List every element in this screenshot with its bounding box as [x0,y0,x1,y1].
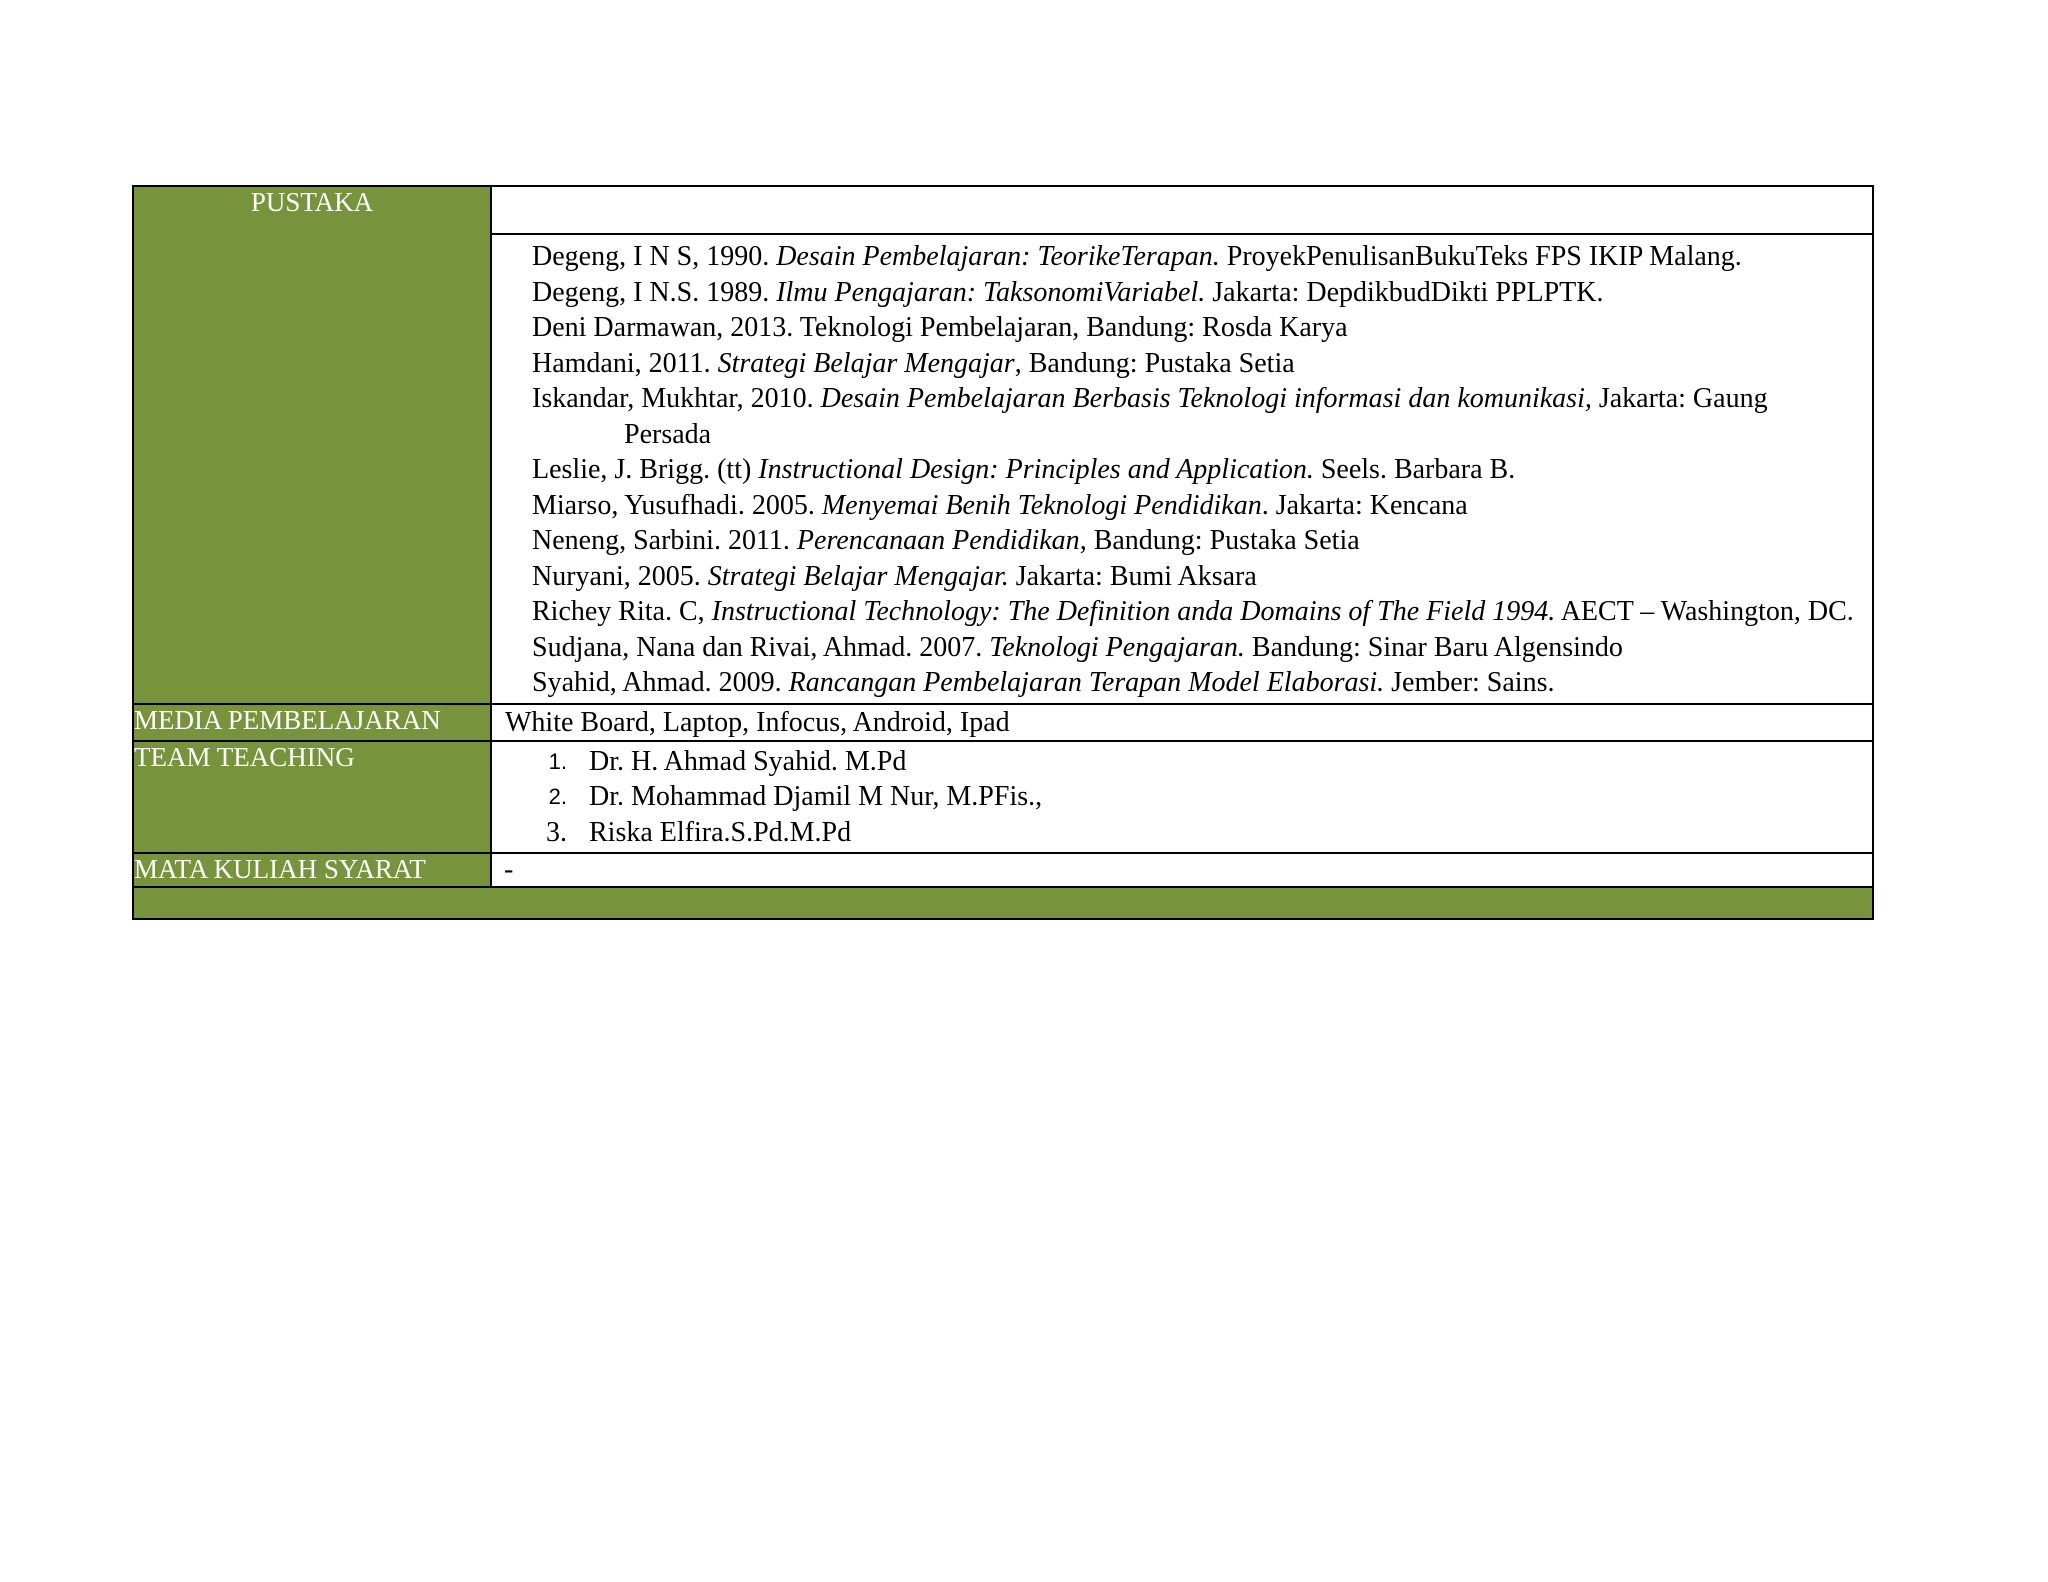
team-member-number: 1. [548,748,567,774]
team-member [492,744,1872,780]
team-row [133,741,1873,854]
reference-item: Degeng, I N S, 1990. Desain Pembelajaran: TeorikeTerapan. ProyekPenulisanBukuTeks FPS IKIP Malang. [532,241,1742,272]
team-member [492,779,1872,815]
media-value-cell [491,704,1873,741]
reference-item: Miarso, Yusufhadi. 2005. Menyemai Benih Teknologi Pendidikan. Jakarta: Kencana [532,489,1468,521]
prereq-row [133,853,1873,887]
team-member-name: Dr. H. Ahmad Syahid. M.Pd [589,745,907,777]
media-value: White Board, Laptop, Infocus, Android, Ipad [505,706,1010,738]
reference-item: Richey Rita. C, Instructional Technology: The Definition anda Domains of The Field 1994. AECT – Washington, DC. [532,596,1854,627]
team-member [492,815,1872,851]
team-member-number: 2. [548,784,567,809]
prereq-label-cell [133,853,491,887]
reference-item: Iskandar, Mukhtar, 2010. Desain Pembelajaran Berbasis Teknologi informasi dan komunikasi, Jakarta: Gaung Persada [532,383,1768,450]
team-member-name: Dr. Mohammad Djamil M Nur, M.PFis., [589,781,1043,812]
reference-item: Syahid, Ahmad. 2009. Rancangan Pembelajaran Terapan Model Elaborasi. Jember: Sains. [532,667,1555,698]
pustaka-label-cell [133,186,491,704]
reference-item: Neneng, Sarbini. 2011. Perencanaan Pendidikan, Bandung: Pustaka Setia [532,525,1360,556]
prereq-value: - [504,854,514,885]
prereq-value-cell [491,853,1873,887]
reference-item: Leslie, J. Brigg. (tt) Instructional Design: Principles and Application. Seels. Barbara B. [532,454,1516,485]
team-label-cell [133,741,491,854]
reference-item: Nuryani, 2005. Strategi Belajar Mengajar. Jakarta: Bumi Aksara [532,560,1257,592]
team-list [492,742,1872,853]
media-label-cell [133,704,491,741]
reference-item: Hamdani, 2011. Strategi Belajar Mengajar, Bandung: Pustaka Setia [532,347,1295,379]
media-label: MEDIA PEMBELAJARAN [134,704,441,735]
team-member-name: Riska Elfira.S.Pd.M.Pd [589,816,852,848]
prereq-label: MATA KULIAH SYARAT [134,854,426,884]
media-row [133,704,1873,741]
reference-item: Sudjana, Nana dan Rivai, Ahmad. 2007. Teknologi Pengajaran. Bandung: Sinar Baru Algensindo [532,631,1623,663]
course-info-table [132,185,1874,920]
pustaka-references-cell [491,234,1873,704]
reference-item: Degeng, I N.S. 1989. Ilmu Pengajaran: TaksonomiVariabel. Jakarta: DepdikbudDikti PPLPTK. [532,276,1604,308]
pustaka-empty-cell [491,186,1873,234]
footer-bar [133,887,1873,919]
reference-item: Deni Darmawan, 2013. Teknologi Pembelajaran, Bandung: Rosda Karya [532,312,1348,343]
pustaka-label: PUSTAKA [250,187,374,217]
footer-row [133,887,1873,919]
pustaka-row [133,186,1873,234]
team-member-number: 3. [546,816,567,848]
reference-list [492,235,1872,703]
team-label: TEAM TEACHING [134,741,355,772]
team-value-cell [491,741,1873,854]
